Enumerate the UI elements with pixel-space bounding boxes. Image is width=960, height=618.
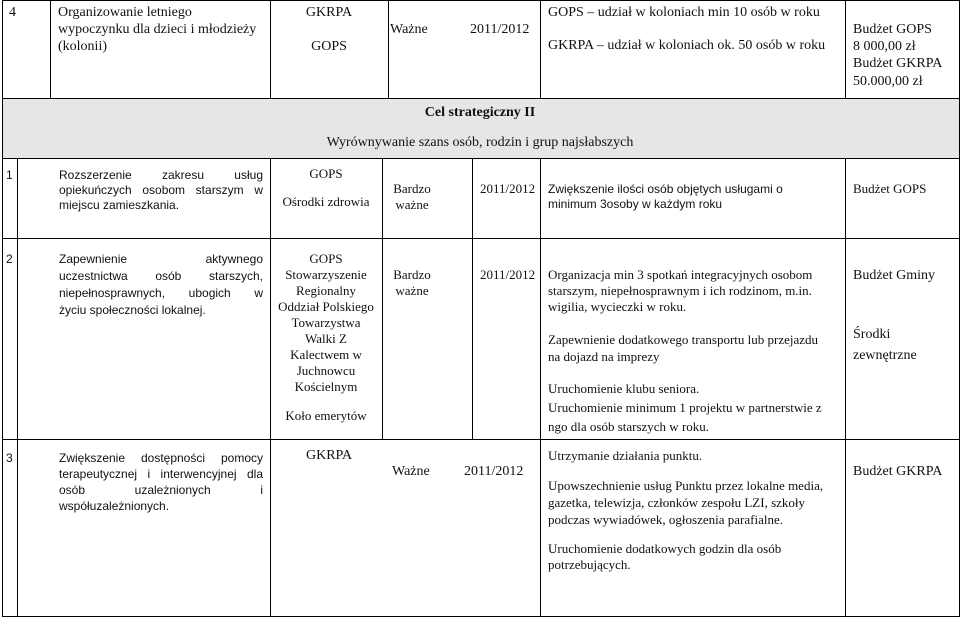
task-line: współuzależnionych.: [59, 499, 170, 513]
task-line: Zapewnienie aktywnego: [59, 252, 263, 266]
task-line: miejscu zamieszkania.: [59, 198, 180, 212]
task-line: wypoczynku dla dzieci i młodzieży: [58, 22, 257, 37]
funding-line: Budżet GOPS: [853, 181, 927, 196]
indicator-line: gazetka, telewizja, członków zespołu LZI, szkoły: [548, 495, 806, 510]
column-divider: [540, 439, 541, 616]
funding-line: Budżet Gminy: [853, 268, 936, 283]
executor: GOPS: [309, 166, 343, 181]
task-line: Rozszerzenie zakresu usług: [59, 168, 263, 182]
row-number: 2: [6, 252, 13, 266]
executor: Koło emerytów: [285, 408, 367, 423]
column-divider: [17, 158, 18, 439]
row-number: 1: [6, 168, 13, 182]
funding-line: zewnętrzne: [853, 348, 917, 363]
priority: Bardzo: [393, 181, 431, 196]
period: 2011/2012: [480, 267, 536, 282]
funding-line: 8 000,00 zł: [853, 39, 916, 54]
indicator-line: wigilia, wycieczki w roku.: [548, 299, 687, 314]
indicator-line: Utrzymanie działania punktu.: [548, 448, 703, 463]
executor: Walki Z: [305, 331, 347, 346]
column-divider: [472, 158, 473, 439]
period: 2011/2012: [470, 22, 530, 37]
priority: Bardzo: [393, 267, 431, 282]
column-divider: [270, 439, 271, 616]
executor: Juchnowcu: [296, 363, 356, 378]
executor: Oddział Polskiego: [278, 299, 374, 314]
funding-line: Środki: [853, 327, 891, 342]
goal-title: Cel strategiczny II: [424, 105, 536, 120]
indicator-line: Uruchomienie dodatkowych godzin dla osób: [548, 541, 782, 556]
funding-line: Budżet GKRPA: [853, 464, 943, 479]
table-border-bottom: [2, 616, 960, 617]
priority: Ważne: [392, 464, 430, 479]
task-line: osób uzależnionych i: [59, 483, 263, 497]
period: 2011/2012: [480, 181, 536, 196]
priority: ważne: [395, 197, 429, 212]
indicator-line: Uruchomienie klubu seniora.: [548, 381, 700, 396]
task-line: (kolonii): [58, 39, 107, 54]
table-border: [2, 158, 960, 159]
table-border: [2, 238, 960, 239]
column-divider: [17, 439, 18, 616]
column-divider: [540, 158, 541, 439]
indicator-line: podczas wywiadówek, ogłoszenia parafialne.: [548, 512, 783, 527]
task-line: uczestnictwa osób starszych,: [59, 269, 263, 283]
column-divider: [50, 0, 51, 98]
indicator-line: potrzebujących.: [548, 557, 631, 572]
indicator-line: Zwiększenie ilości osób objętych usługami o: [548, 182, 783, 196]
indicator-line: Uruchomienie minimum 1 projektu w partnerstwie z: [548, 400, 822, 415]
task-line: życiu społeczności lokalnej.: [59, 303, 206, 317]
funding-line: 50.000,00 zł: [853, 74, 923, 89]
executor: Towarzystwa: [291, 315, 361, 330]
column-divider: [540, 0, 541, 98]
executor: GKRPA: [306, 448, 353, 463]
indicator-line: GKRPA – udział w koloniach ok. 50 osób w roku: [548, 38, 826, 53]
indicator-line: na dojazd na imprezy: [548, 349, 660, 364]
indicator-line: Organizacja min 3 spotkań integracyjnych osobom: [548, 267, 813, 282]
task-line: opiekuńczych osobom starszym w: [59, 183, 263, 197]
table-border-top: [2, 0, 960, 1]
priority: ważne: [395, 283, 429, 298]
indicator-line: ngo dla osób starszych w roku.: [548, 419, 710, 434]
task-line: niepełnosprawnych, ubogich w: [59, 286, 263, 300]
task-line: Zwiększenie dostępności pomocy: [59, 451, 263, 465]
indicator-line: starszym, niepełnosprawnym i ich rodzinom, m.in.: [548, 283, 812, 298]
indicator-line: minimum 3osoby w każdym roku: [548, 197, 723, 211]
executor: Kalectwem w: [290, 347, 362, 362]
goal-subtitle: Wyrównywanie szans osób, rodzin i grup najsłabszych: [326, 135, 634, 150]
period: 2011/2012: [464, 464, 524, 479]
executor: Regionalny: [296, 283, 356, 298]
indicator-line: Upowszechnienie usług Punktu przez lokalne media,: [548, 478, 824, 493]
executor: Stowarzyszenie: [285, 267, 367, 282]
row-number: 4: [9, 5, 16, 20]
task-line: Organizowanie letniego: [58, 5, 192, 20]
executor: GKRPA: [305, 5, 353, 20]
indicator-line: Zapewnienie dodatkowego transportu lub przejazdu: [548, 332, 819, 347]
executor: GOPS: [311, 39, 347, 54]
column-divider: [845, 158, 846, 439]
executor: GOPS: [309, 251, 343, 266]
column-divider: [845, 0, 846, 98]
table-border: [2, 439, 960, 440]
executor: Ośrodki zdrowia: [282, 194, 370, 209]
row-number: 3: [6, 451, 13, 465]
table-border: [2, 0, 3, 617]
executor: Kościelnym: [294, 379, 358, 394]
task-line: terapeutycznej i interwencyjnej dla: [59, 467, 263, 481]
funding-line: Budżet GKRPA: [853, 56, 943, 71]
column-divider: [845, 439, 846, 616]
column-divider: [388, 0, 389, 98]
funding-line: Budżet GOPS: [853, 22, 932, 37]
priority: Ważne: [390, 22, 428, 37]
table-border: [2, 98, 960, 99]
indicator-line: GOPS – udział w koloniach min 10 osób w roku: [548, 5, 820, 20]
